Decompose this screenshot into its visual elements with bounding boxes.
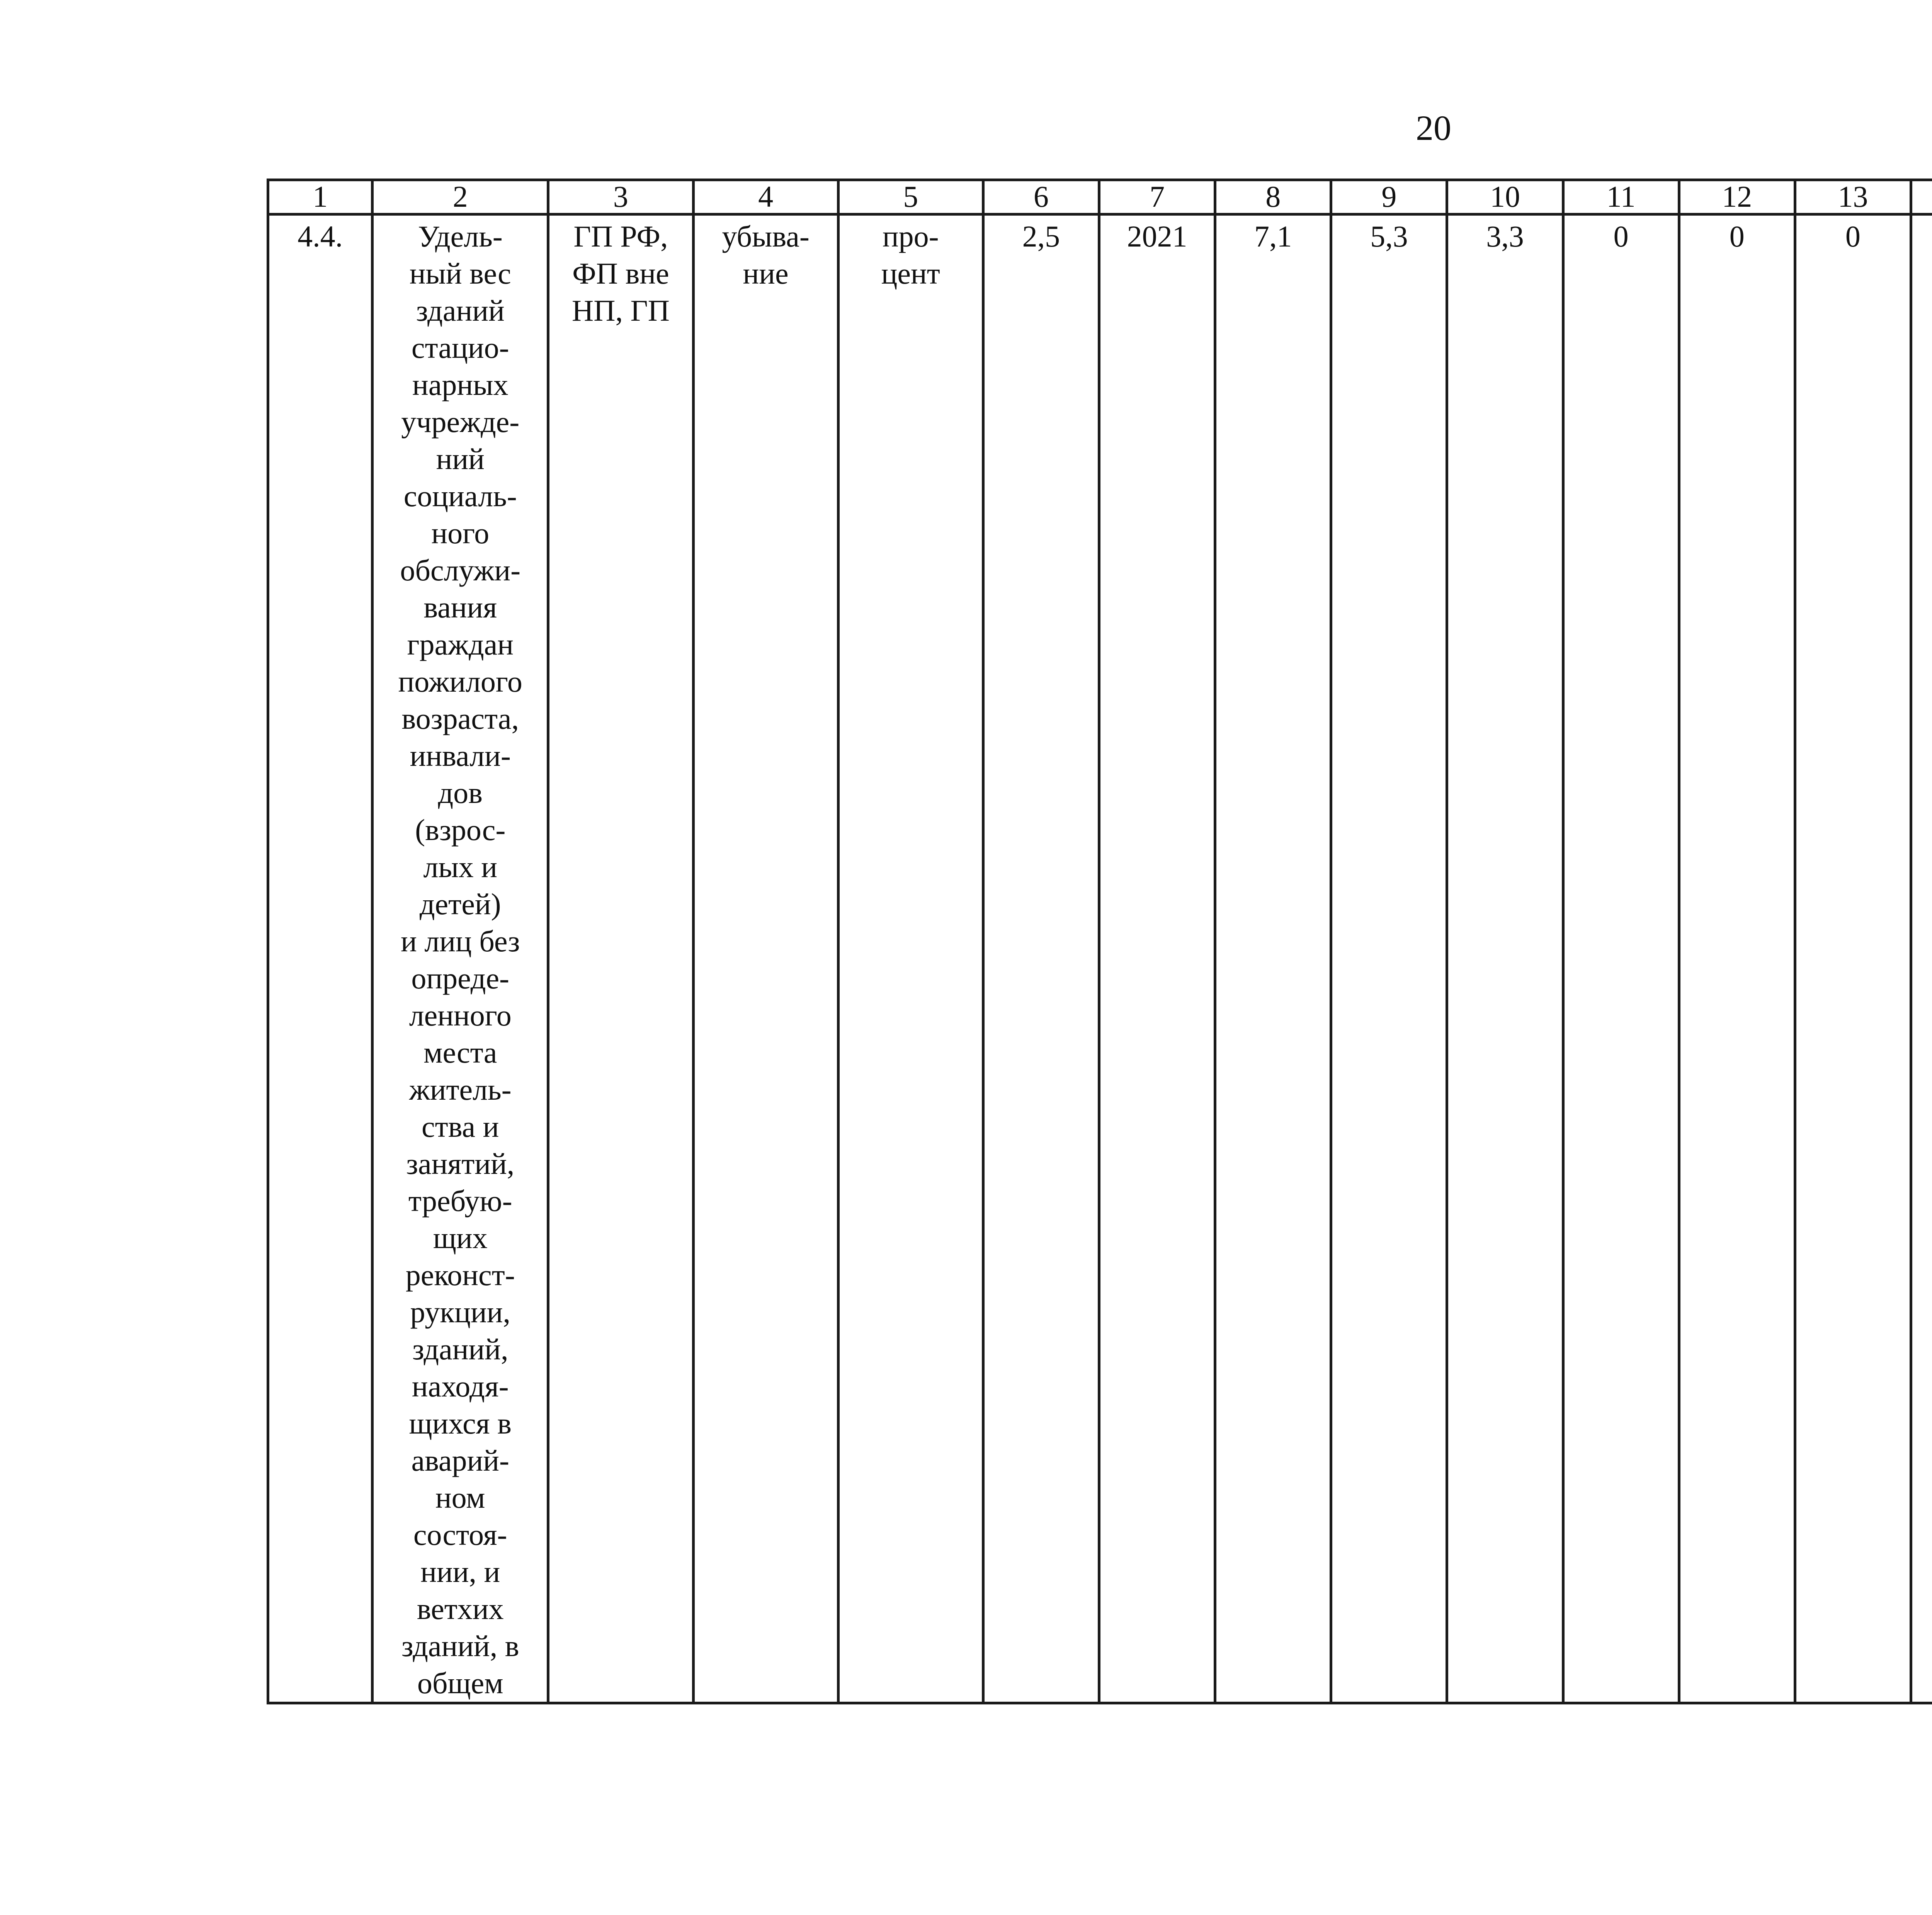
header-cell: 2	[372, 180, 548, 214]
header-cell: 9	[1331, 180, 1447, 214]
header-cell: 8	[1215, 180, 1331, 214]
cell-text: убыва- ние	[722, 219, 810, 290]
header-cell: 6	[983, 180, 1099, 214]
unit-cell	[838, 214, 983, 1703]
cell-text: Удель- ный вес зданий стацио- нарных учрежде- ний социаль- ного обслужи- вания граждан пожилого возраста, инвали- дов (взрос- лых и детей) и лиц без опреде- ленного места житель- ства и занятий, требую- щих реконст- рукции, зданий, находя- щихся в аварий- ном состоя- нии, и ветхих зданий, в общем	[398, 219, 522, 1700]
base-value-cell	[983, 214, 1099, 1703]
value-cell	[1795, 214, 1911, 1703]
value-cell	[1447, 214, 1563, 1703]
header-cell: 3	[548, 180, 693, 214]
value-cell	[1679, 214, 1795, 1703]
value-cell	[1215, 214, 1331, 1703]
value-cell	[1563, 214, 1679, 1703]
header-cell: 1	[268, 180, 372, 214]
base-year-cell	[1099, 214, 1215, 1703]
data-table	[267, 179, 1932, 1704]
page-number: 20	[1416, 108, 1451, 148]
cell-text: 5,3	[1370, 219, 1408, 253]
cell-text: 0	[1729, 219, 1745, 253]
header-cell: 13	[1795, 180, 1911, 214]
cell-text: 7,1	[1254, 219, 1292, 253]
value-cell	[1911, 214, 1932, 1703]
header-cell: 4	[693, 180, 838, 214]
header-cell	[1911, 180, 1932, 214]
cell-text: 4.4.	[298, 219, 343, 253]
cell-text: 3,3	[1486, 219, 1524, 253]
indicator-number-cell	[268, 214, 372, 1703]
trend-cell	[693, 214, 838, 1703]
cell-text: 2021	[1127, 219, 1187, 253]
header-cell: 7	[1099, 180, 1215, 214]
value-cell	[1331, 214, 1447, 1703]
cell-text: ГП РФ, ФП вне НП, ГП	[571, 219, 670, 327]
table-row	[268, 214, 1932, 1703]
cell-text: про- цент	[881, 219, 940, 290]
indicator-name-cell	[372, 214, 548, 1703]
cell-text: 0	[1613, 219, 1629, 253]
header-cell: 5	[838, 180, 983, 214]
header-cell: 11	[1563, 180, 1679, 214]
header-cell: 10	[1447, 180, 1563, 214]
cell-text: 2,5	[1022, 219, 1060, 253]
level-cell	[548, 214, 693, 1703]
cell-text: 0	[1845, 219, 1861, 253]
header-cell: 12	[1679, 180, 1795, 214]
table-header-row	[268, 180, 1932, 214]
cell-text	[1912, 218, 1932, 255]
